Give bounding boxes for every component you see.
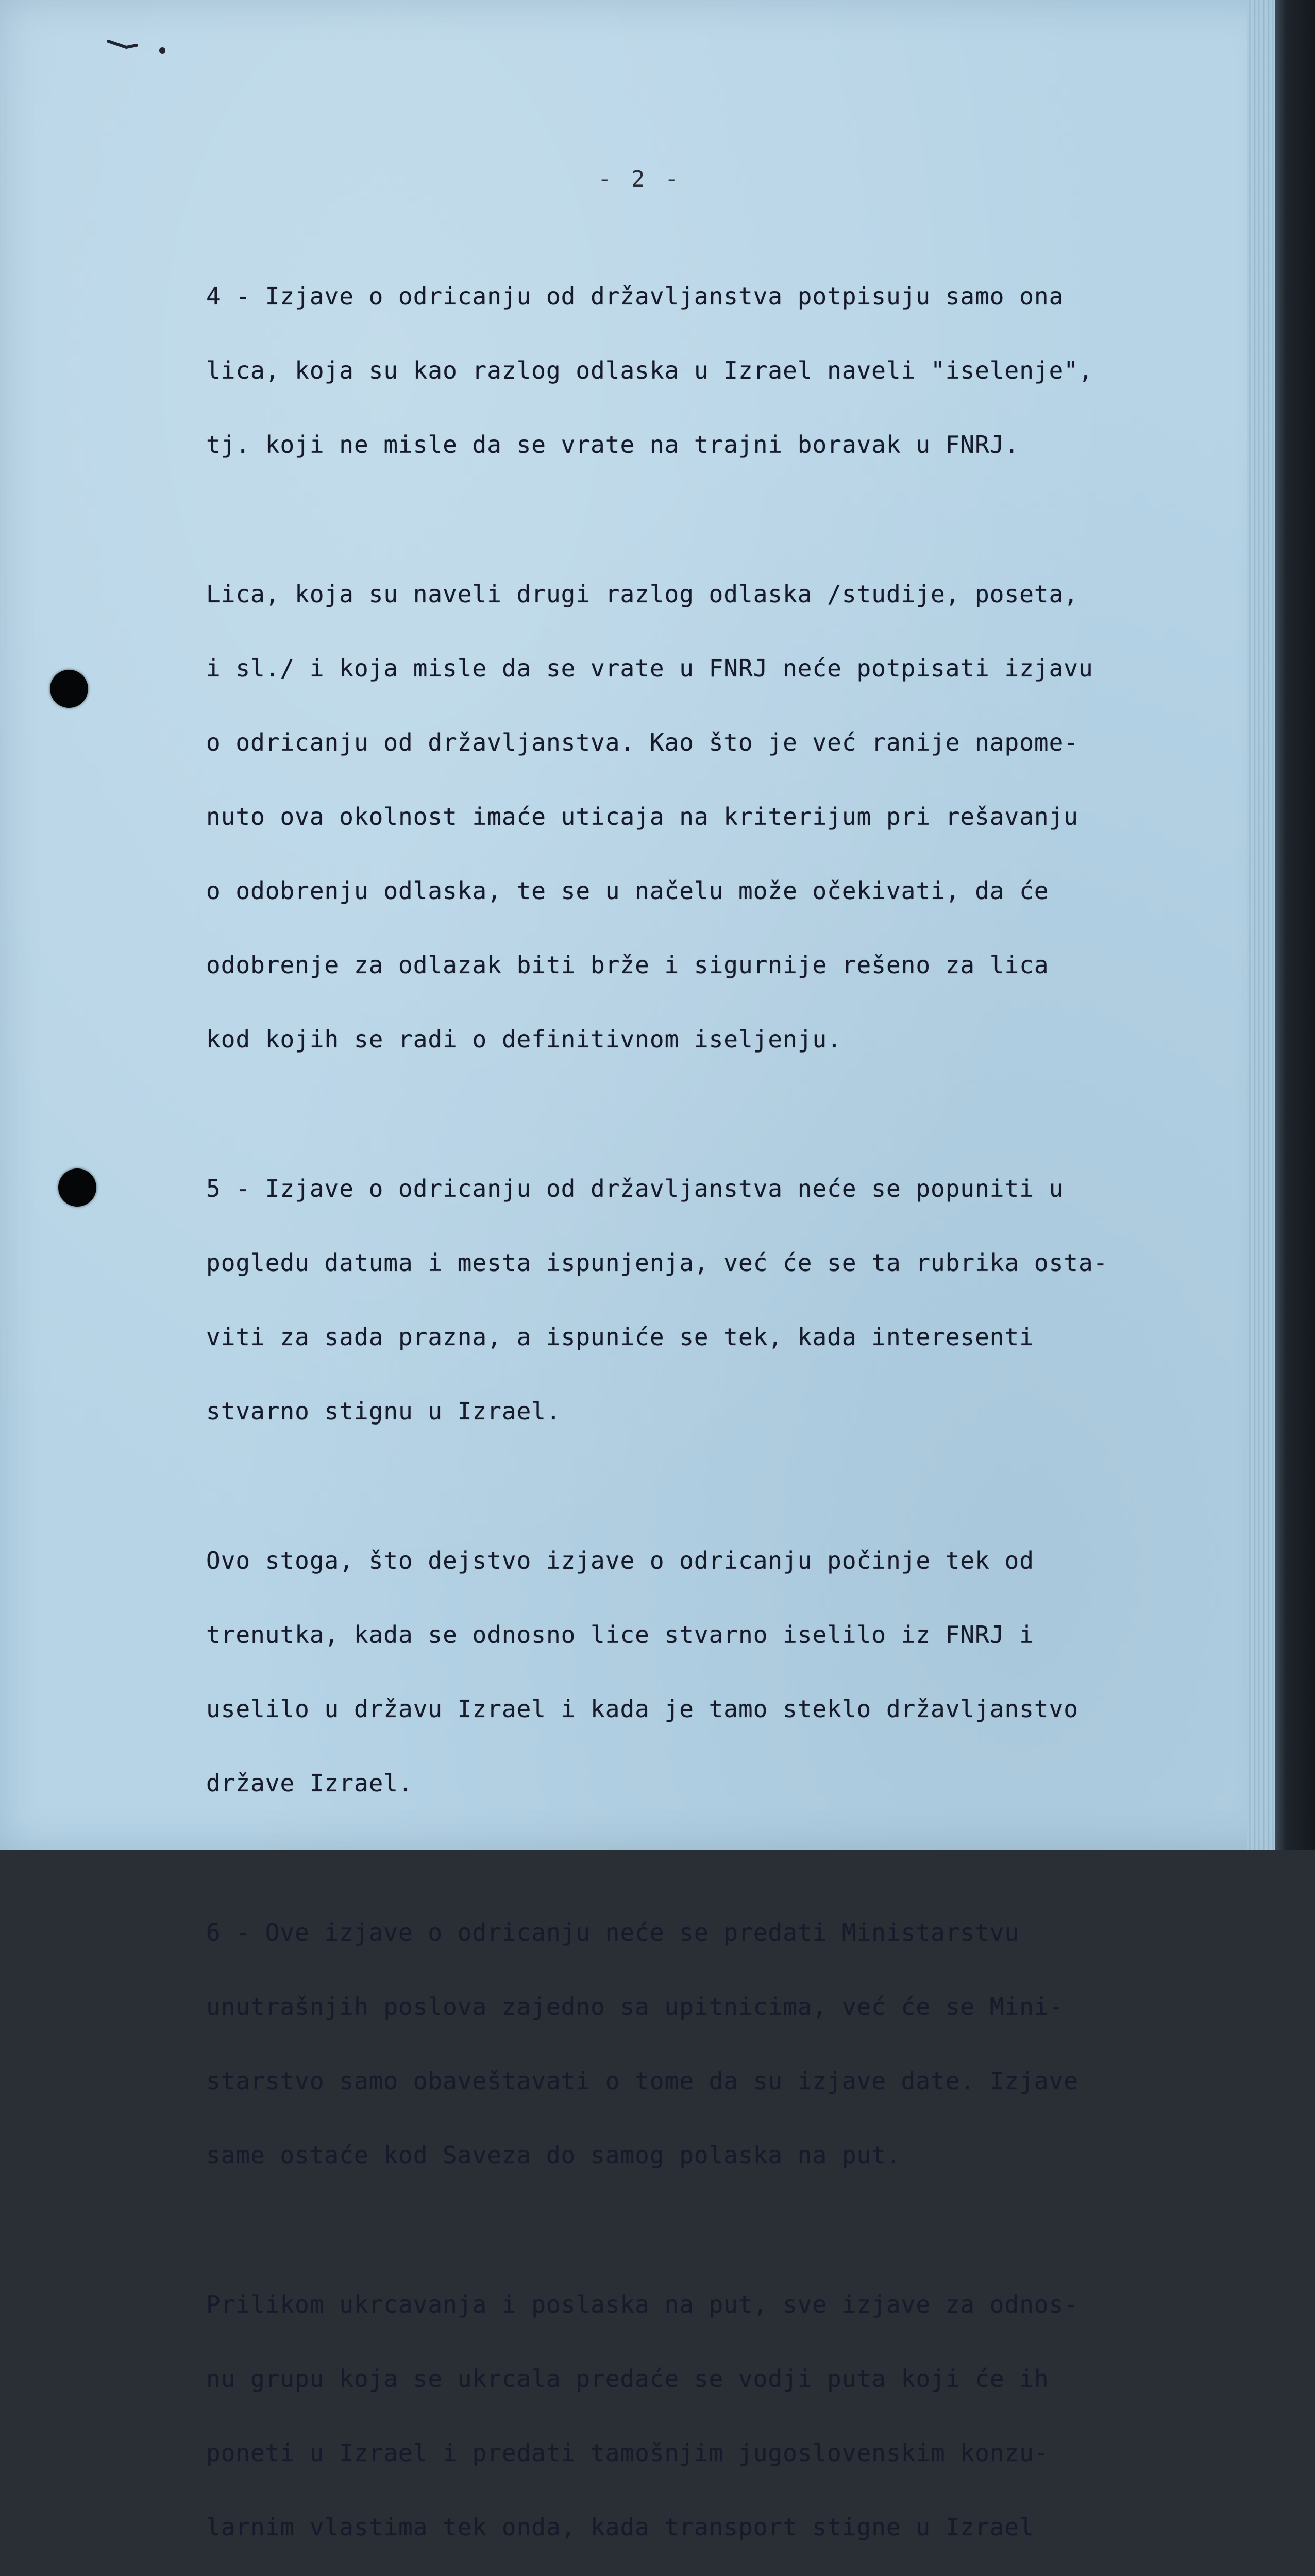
text-line: Lica, koja su naveli drugi razlog odlaska /studije, poseta, — [206, 580, 1078, 608]
text-line: pogledu datuma i mesta ispunjenja, već će se ta rubrika osta- — [206, 1249, 1108, 1277]
text-line: viti za sada prazna, a ispuniće se tek, kada interesenti — [206, 1323, 1034, 1351]
text-line: larnim vlastima tek onda, kada transport stigne u Izrael — [206, 2513, 1034, 2541]
text-line: unutrašnjih poslova zajedno sa upitnicima, već će se Mini- — [206, 1993, 1064, 2021]
punch-hole-bottom — [58, 1168, 96, 1207]
text-line: poneti u Izrael i predati tamošnjim jugoslovenskim konzu- — [206, 2439, 1049, 2467]
text-line: 6 - Ove izjave o odricanju neće se predati Ministarstvu — [206, 1919, 1020, 1946]
text-line: stvarno stignu u Izrael. — [206, 1397, 561, 1425]
text-line: nu grupu koja se ukrcala predaće se vodji puta koji će ih — [206, 2365, 1049, 2393]
text-line: starstvo samo obaveštavati o tome da su izjave date. Izjave — [206, 2067, 1078, 2095]
text-line: tj. koji ne misle da se vrate na trajni boravak u FNRJ. — [206, 431, 1020, 459]
paragraph — [206, 1499, 1170, 1845]
text-line: o odricanju od državljanstva. Kao što je već ranije napome- — [206, 728, 1078, 756]
stacked-page-edges — [1247, 0, 1275, 1850]
text-line: o odobrenju odlaska, te se u načelu može očekivati, da će — [206, 877, 1049, 905]
document-body — [206, 234, 1170, 2576]
text-line: Prilikom ukrcavanja i poslaska na put, sve izjave za odnos- — [206, 2291, 1078, 2318]
paragraph — [206, 1871, 1170, 2217]
scan-background-edge — [1275, 0, 1315, 1850]
text-line: uselilo u državu Izrael i kada je tamo steklo državljanstvo — [206, 1695, 1078, 1723]
staple-mark — [106, 36, 167, 57]
text-line: i sl./ i koja misle da se vrate u FNRJ neće potpisati izjavu — [206, 654, 1093, 682]
punch-hole-top — [50, 670, 88, 708]
paragraph — [206, 2243, 1170, 2576]
text-line: kod kojih se radi o definitivnom iseljenju. — [206, 1025, 842, 1053]
paragraph — [206, 234, 1170, 506]
paragraph — [206, 532, 1170, 1101]
text-line: države Izrael. — [206, 1769, 413, 1797]
text-line: trenutka, kada se odnosno lice stvarno iselilo iz FNRJ i — [206, 1621, 1034, 1649]
text-line: Ovo stoga, što dejstvo izjave o odricanju počinje tek od — [206, 1547, 1034, 1574]
paragraph — [206, 1127, 1170, 1473]
page-number: - 2 - — [598, 166, 682, 192]
text-line: 5 - Izjave o odricanju od državljanstva neće se popuniti u — [206, 1175, 1064, 1202]
text-line: odobrenje za odlazak biti brže i sigurnije rešeno za lica — [206, 951, 1049, 979]
text-line: same ostaće kod Saveza do samog polaska na put. — [206, 2141, 901, 2169]
text-line: 4 - Izjave o odricanju od državljanstva potpisuju samo ona — [206, 282, 1064, 310]
text-line: lica, koja su kao razlog odlaska u Izrael naveli "iselenje", — [206, 357, 1093, 384]
text-line: nuto ova okolnost imaće uticaja na kriterijum pri rešavanju — [206, 803, 1078, 831]
